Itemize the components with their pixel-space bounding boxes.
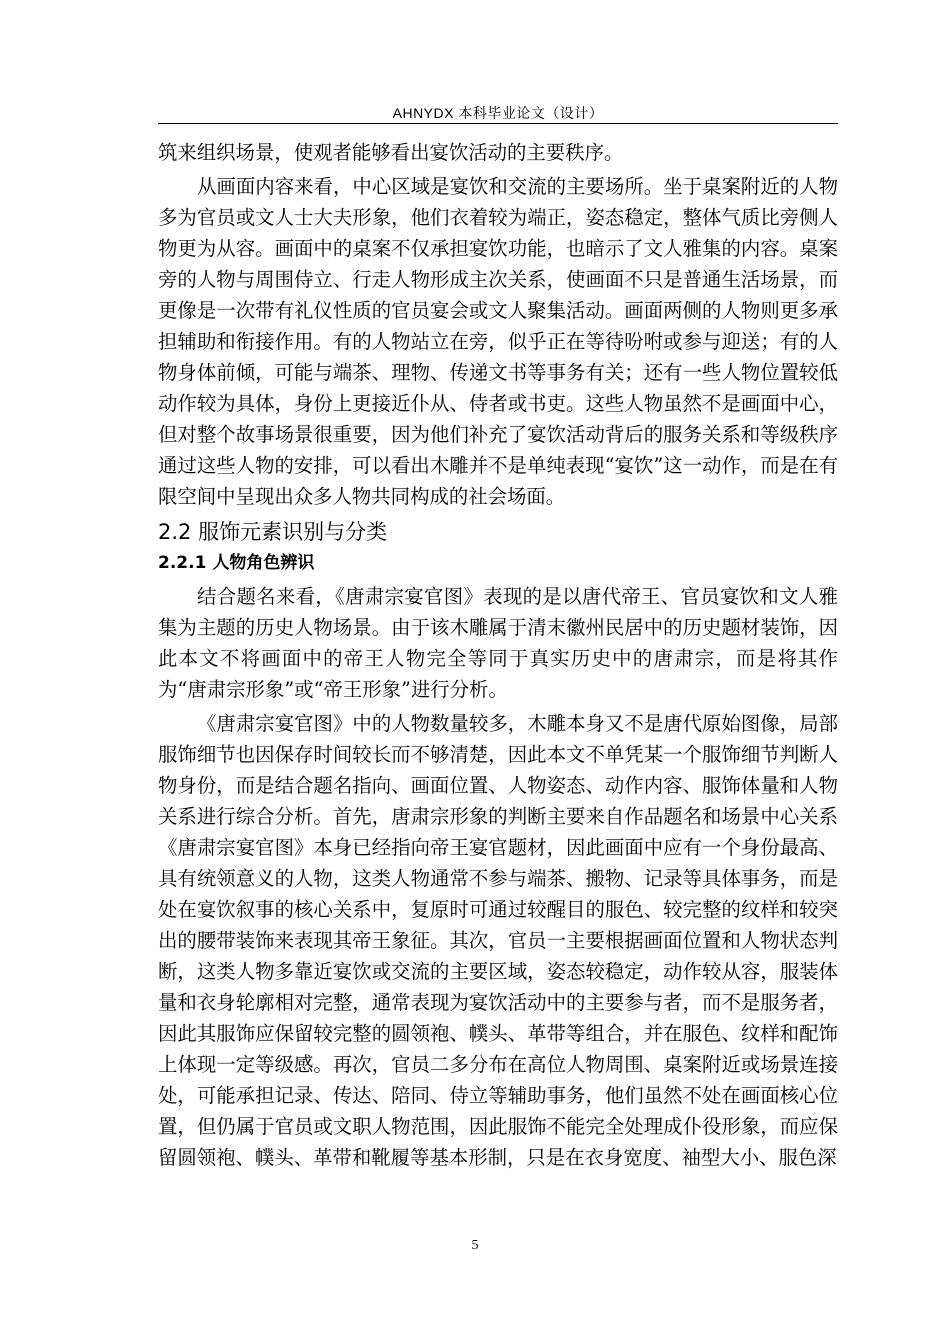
body-text [158, 137, 838, 1173]
paragraph-title-context: 结合题名来看，《唐肃宗宴官图》表现的是以唐代帝王、官员宴饮和文人雅集为主题的历史人物场景。由于该木雕属于清末徽州民居中的历史题材装饰，因此本文不将画面中的帝王人物完全等同于真实历史中的唐肃宗，而是将其作为“唐肃宗形象”或“帝王形象”进行分析。 [158, 585, 838, 701]
subsection-heading: 2.2.1 人物角色辨识 [158, 553, 315, 573]
paragraph-continuation: 筑来组织场景，使观者能够看出宴饮活动的主要秩序。 [158, 141, 624, 164]
page-number: 5 [471, 1238, 479, 1253]
paragraph-role-identification: 《唐肃宗宴官图》中的人物数量较多，木雕本身又不是唐代原始图像，局部服饰细节也因保存时间较长而不够清楚，因此本文不单凭某一个服饰细节判断人物身份，而是结合题名指向、画面位置、人物姿态、动作内容、服饰体量和人物关系进行综合分析。首先，唐肃宗形象的判断主要来自作品题名和场景中心关系《唐肃宗宴官图》本身已经指向帝王宴官题材，因此画面中应有一个身份最高、具有统领意义的人物，这类人物通常不参与端茶、搬物、记录等具体事务，而是处在宴饮叙事的核心关系中，复原时可通过较醒目的服色、较完整的纹样和较突出的腰带装饰来表现其帝王象征。其次，官员一主要根据画面位置和人物状态判断，这类人物多靠近宴饮或交流的主要区域，姿态较稳定，动作较从容，服装体量和衣身轮廓相对完整，通常表现为宴饮活动中的主要参与者，而不是服务者，因此其服饰应保留较完整的圆领袍、幞头、革带等组合，并在服色、纹样和配饰上体现一定等级感。再次，官员二多分布在高位人物周围、桌案附近或场景连接处，可能承担记录、传达、陪同、侍立等辅助事务，他们虽然不处在画面核心位置，但仍属于官员或文职人物范围，因此服饰不能完全处理成仆役形象，而应保留圆领袍、幞头、革带和靴履等基本形制，只是在衣身宽度、袖型大小、服色深 [158, 712, 838, 1169]
paragraph-scene-analysis: 从画面内容来看，中心区域是宴饮和交流的主要场所。坐于桌案附近的人物多为官员或文人士大夫形象，他们衣着较为端正，姿态稳定，整体气质比旁侧人物更为从容。画面中的桌案不仅承担宴饮功能，也暗示了文人雅集的内容。桌案旁的人物与周围侍立、行走人物形成主次关系，使画面不只是普通生活场景，而更像是一次带有礼仪性质的官员宴会或文人聚集活动。画面两侧的人物则更多承担辅助和衔接作用。有的人物站立在旁，似乎正在等待吩咐或参与迎送；有的人物身体前倾，可能与端茶、理物、传递文书等事务有关；还有一些人物位置较低动作较为具体，身份上更接近仆从、侍者或书吏。这些人物虽然不是画面中心，但对整个故事场景很重要，因为他们补充了宴饮活动背后的服务关系和等级秩序通过这些人物的安排，可以看出木雕并不是单纯表现“宴饮”这一动作，而是在有限空间中呈现出众多人物共同构成的社会场面。 [158, 175, 838, 508]
section-heading: 2.2 服饰元素识别与分类 [158, 520, 388, 544]
running-header: AHNYDX 本科毕业论文（设计） [392, 105, 604, 121]
header-rule [158, 123, 838, 124]
